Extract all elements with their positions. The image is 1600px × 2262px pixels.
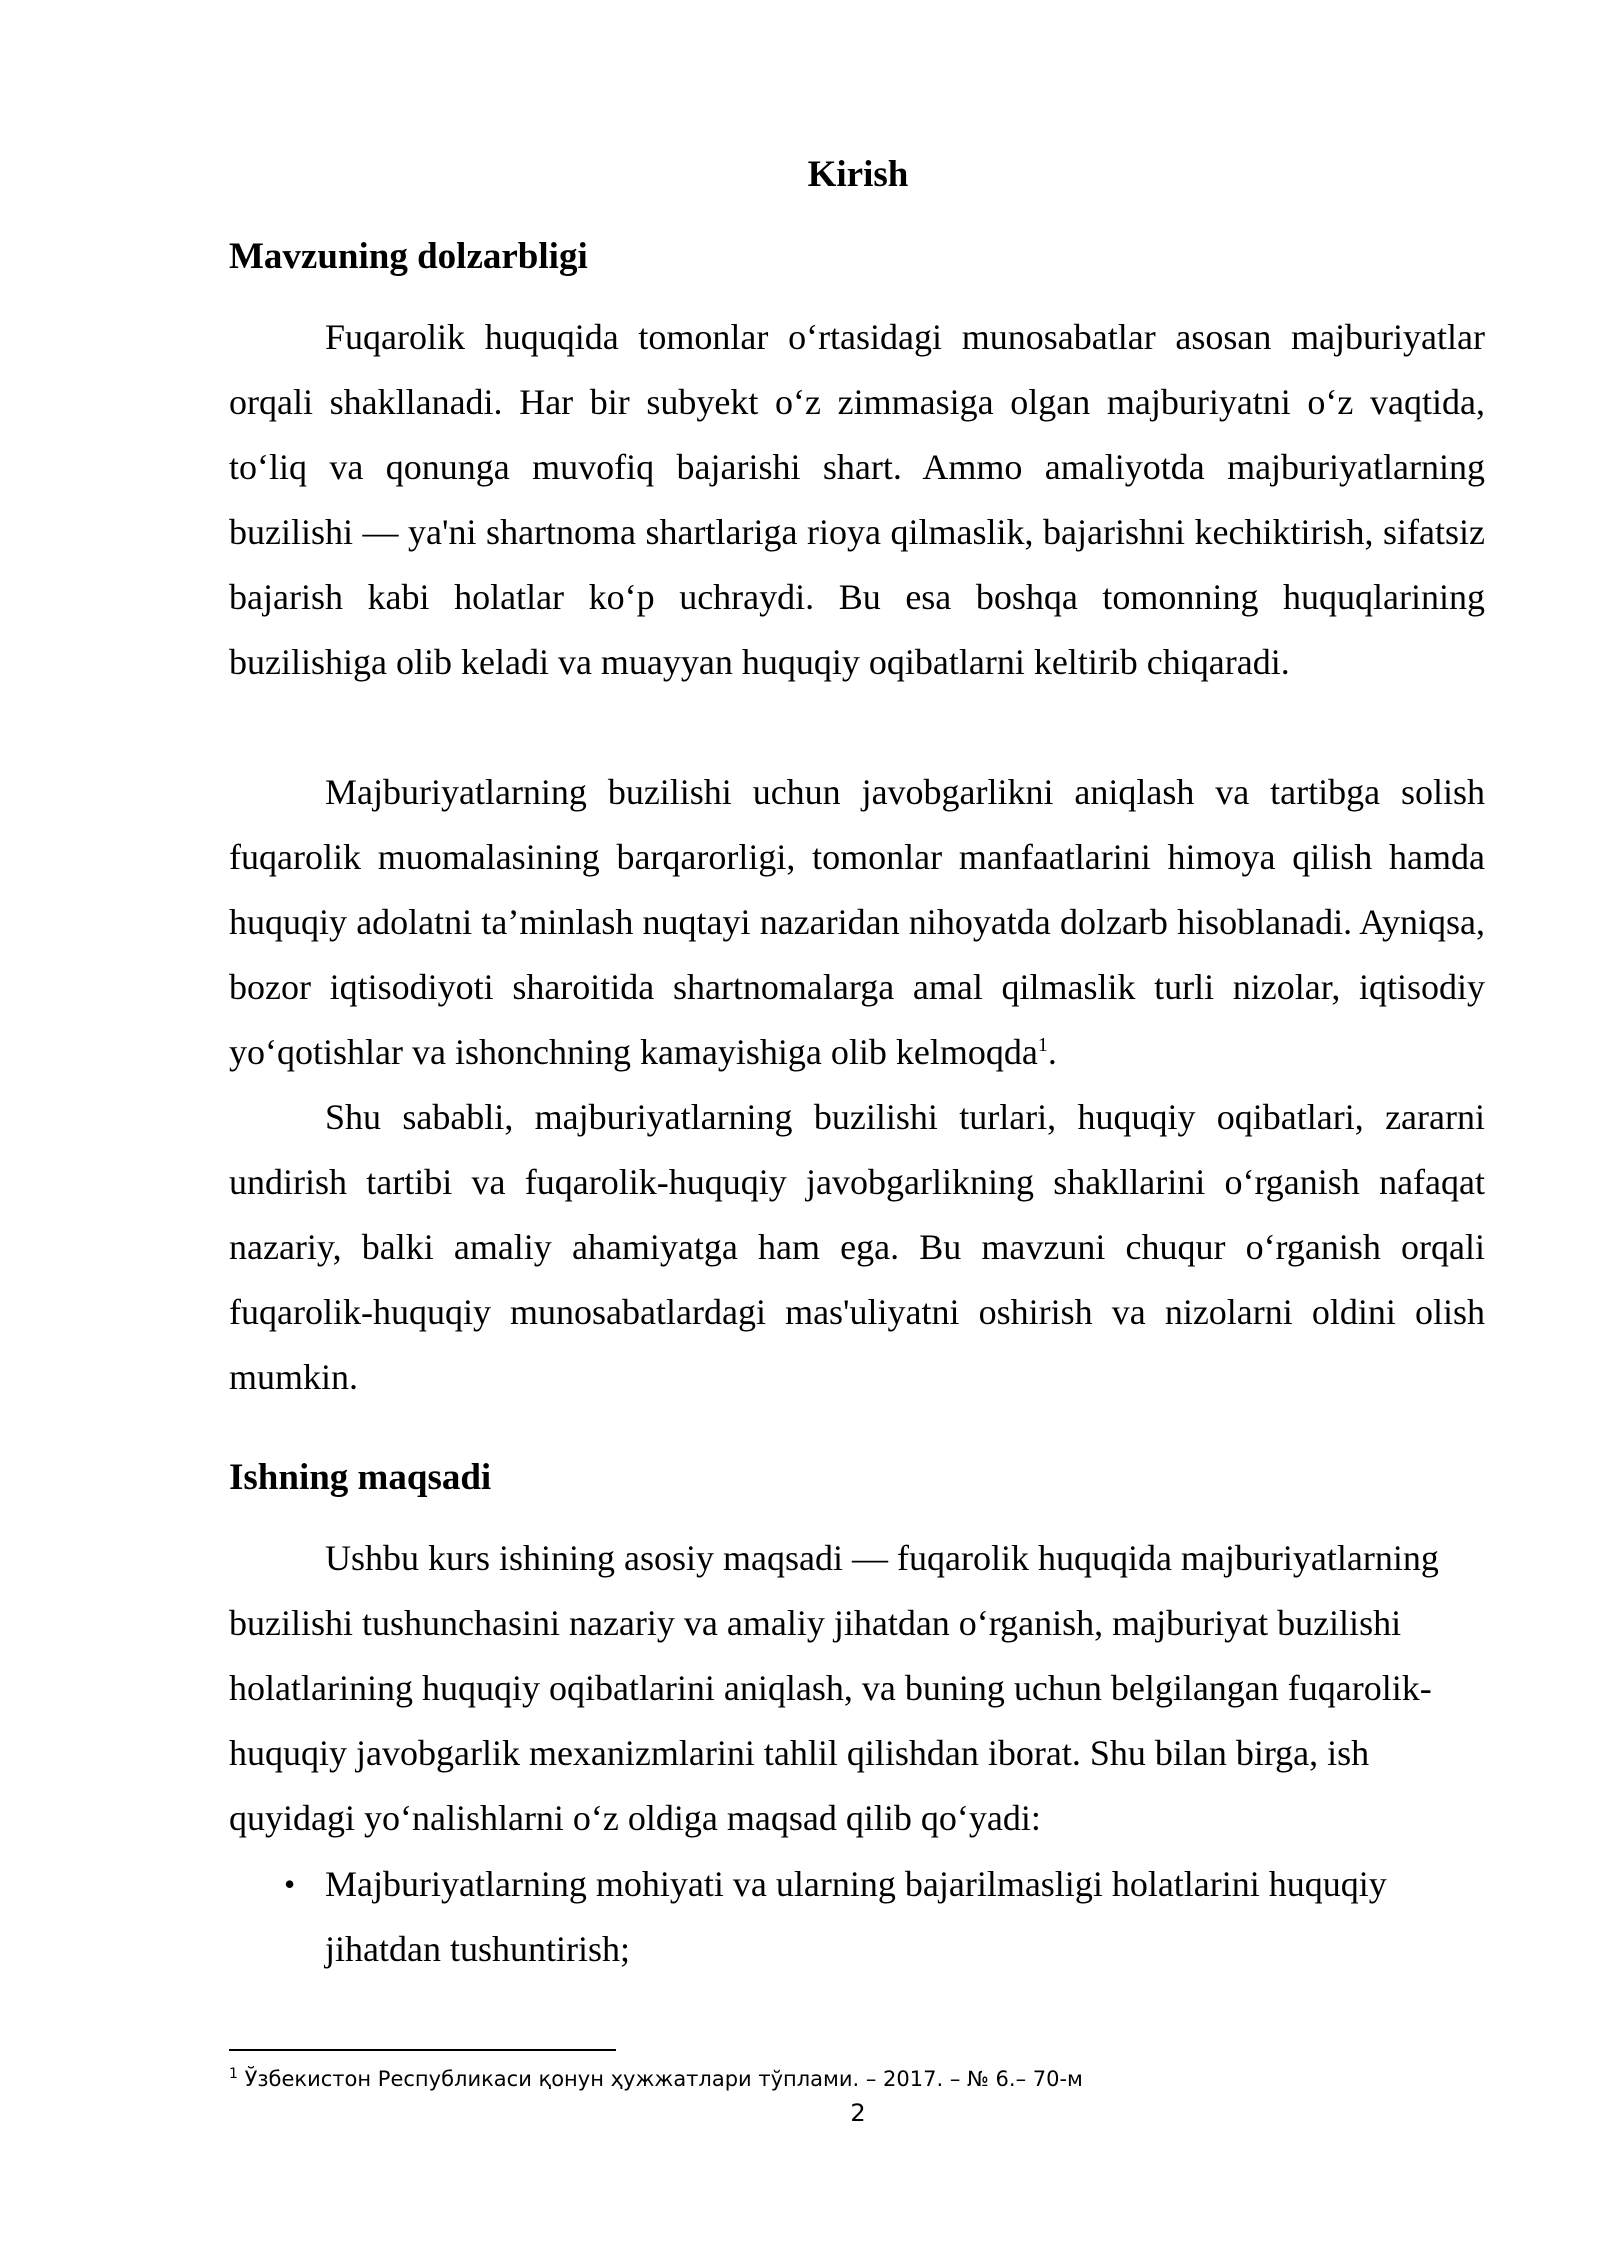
list-item-text: Majburiyatlarning mohiyati va ularning bajarilmasligi holatlarini huquqiy jihatdan tushuntirish;	[325, 1864, 1387, 1969]
footnote	[229, 2064, 1485, 2094]
footnote-text: Ўзбекистон Республикаси қонун ҳужжатлари тўплами. – 2017. – № 6.– 70-м	[237, 2067, 1083, 2091]
page-title: Kirish	[807, 154, 909, 195]
paragraph: Fuqarolik huquqida tomonlar o‘rtasidagi munosabatlar asosan majburiyatlar orqali shakllanadi. Har bir subyekt o‘z zimmasiga olgan majburiyatni o‘z vaqtida, to‘liq va qonunga muvofiq bajarishi shart. Ammo amaliyotda majburiyatlarning buzilishi — ya'ni shartnoma shartlariga rioya qilmaslik, bajarishni kechiktirish, sifatsiz bajarish kabi holatlar ko‘p uchraydi. Bu esa boshqa tomonning huquqlarining buzilishiga olib keladi va muayyan huquqiy oqibatlarni keltirib chiqaradi.	[229, 317, 1485, 682]
footnote-separator	[229, 2049, 616, 2051]
section-heading-goal: Ishning maqsadi	[229, 1457, 492, 1498]
footnote-reference[interactable]: 1	[1037, 1034, 1048, 1056]
bullet-icon: •	[284, 1866, 296, 1902]
footnote-marker: 1	[229, 2066, 238, 2082]
list-item	[229, 1852, 1485, 1982]
page-number: 2	[850, 2099, 866, 2127]
paragraph: Ushbu kurs ishining asosiy maqsadi — fuqarolik huquqida majburiyatlarning buzilishi tushunchasini nazariy va amaliy jihatdan o‘rganish, majburiyat buzilishi holatlarining huquqiy oqibatlarini aniqlash, va buning uchun belgilangan fuqarolik-huquqiy javobgarlik mexanizmlarini tahlil qilishdan iborat. Shu bilan birga, ish quyidagi yo‘nalishlarni o‘z oldiga maqsad qilib qo‘yadi:	[229, 1538, 1439, 1838]
paragraph	[229, 760, 1485, 1085]
goals-list	[229, 1852, 1485, 1982]
paragraph-text: Majburiyatlarning buzilishi uchun javobgarlikni aniqlash va tartibga solish fuqarolik muomalasining barqarorligi, tomonlar manfaatlarini himoya qilish hamda huquqiy adolatni ta’minlash nuqtayi nazaridan nihoyatda dolzarb hisoblanadi. Ayniqsa, bozor iqtisodiyoti sharoitida shartnomalarga amal qilmaslik turli nizolar, iqtisodiy yo‘qotishlar va ishonchning kamayishiga olib kelmoqda	[229, 772, 1485, 1072]
paragraph-end: .	[1047, 1032, 1057, 1072]
section-heading-relevance: Mavzuning dolzarbligi	[229, 236, 588, 277]
paragraph: Shu sababli, majburiyatlarning buzilishi turlari, huquqiy oqibatlari, zararni undirish tartibi va fuqarolik-huquqiy javobgarlikning shakllarini o‘rganish nafaqat nazariy, balki amaliy ahamiyatga ham ega. Bu mavzuni chuqur o‘rganish orqali fuqarolik-huquqiy munosabatlardagi mas'uliyatni oshirish va nizolarni oldini olish mumkin.	[229, 1097, 1485, 1397]
